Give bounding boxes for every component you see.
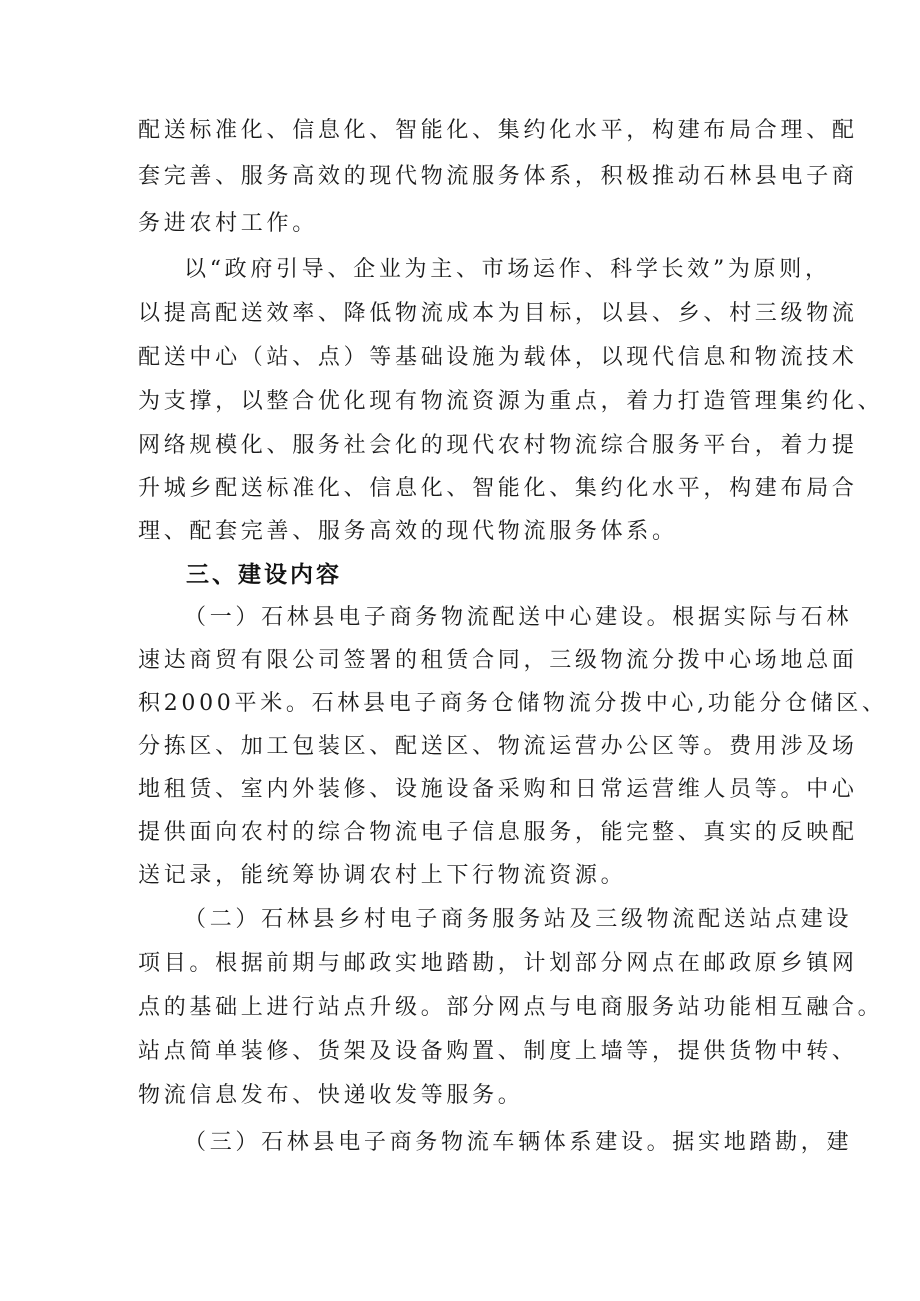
text-line: 以“政府引导、企业为主、市场运作、科学长效”为原则， (184, 257, 831, 282)
text-line: 为支撑，以整合优化现有物流资源为重点，着力打造管理集约化、 (138, 389, 884, 414)
text-line: 务进农村工作。 (138, 211, 318, 236)
text-line: （一）石林县电子商务物流配送中心建设。根据实际与石林 (184, 605, 853, 630)
section-heading: 三、建设内容 (186, 562, 342, 588)
text-line: 点的基础上进行站点升级。部分网点与电商服务站功能相互融合。 (138, 995, 884, 1020)
text-line: 网络规模化、服务社会化的现代农村物流综合服务平台，着力提 (138, 433, 858, 458)
text-line: 积2000平米。石林县电子商务仓储物流分拨中心,功能分仓储区、 (138, 691, 888, 716)
text-line: 配送标准化、信息化、智能化、集约化水平，构建布局合理、配 (138, 118, 858, 143)
text-line: 分拣区、加工包装区、配送区、物流运营办公区等。费用涉及场 (138, 734, 858, 759)
text-line: 送记录，能统筹协调农村上下行物流资源。 (138, 863, 627, 888)
text-line: 站点简单装修、货架及设备购置、制度上墙等，提供货物中转、 (138, 1039, 858, 1064)
text-line: 理、配套完善、服务高效的现代物流服务体系。 (138, 519, 678, 544)
text-line: 速达商贸有限公司签署的租赁合同，三级物流分拨中心场地总面 (138, 648, 858, 673)
text-line: 项目。根据前期与邮政实地踏勘，计划部分网点在邮政原乡镇网 (138, 951, 858, 976)
text-line: 地租赁、室内外装修、设施设备采购和日常运营维人员等。中心 (138, 777, 858, 802)
text-line: 提供面向农村的综合物流电子信息服务，能完整、真实的反映配 (138, 820, 858, 845)
text-line: （二）石林县乡村电子商务服务站及三级物流配送站点建设 (184, 907, 853, 932)
text-line: 升城乡配送标准化、信息化、智能化、集约化水平，构建布局合 (138, 476, 858, 501)
text-line: 物流信息发布、快递收发等服务。 (138, 1083, 524, 1108)
text-line: （三）石林县电子商务物流车辆体系建设。据实地踏勘，建 (184, 1130, 853, 1155)
text-line: 配送中心（站、点）等基础设施为载体，以现代信息和物流技术 (138, 345, 858, 370)
text-line: 以提高配送效率、降低物流成本为目标，以县、乡、村三级物流 (138, 301, 858, 326)
text-line: 套完善、服务高效的现代物流服务体系，积极推动石林县电子商 (138, 164, 858, 189)
